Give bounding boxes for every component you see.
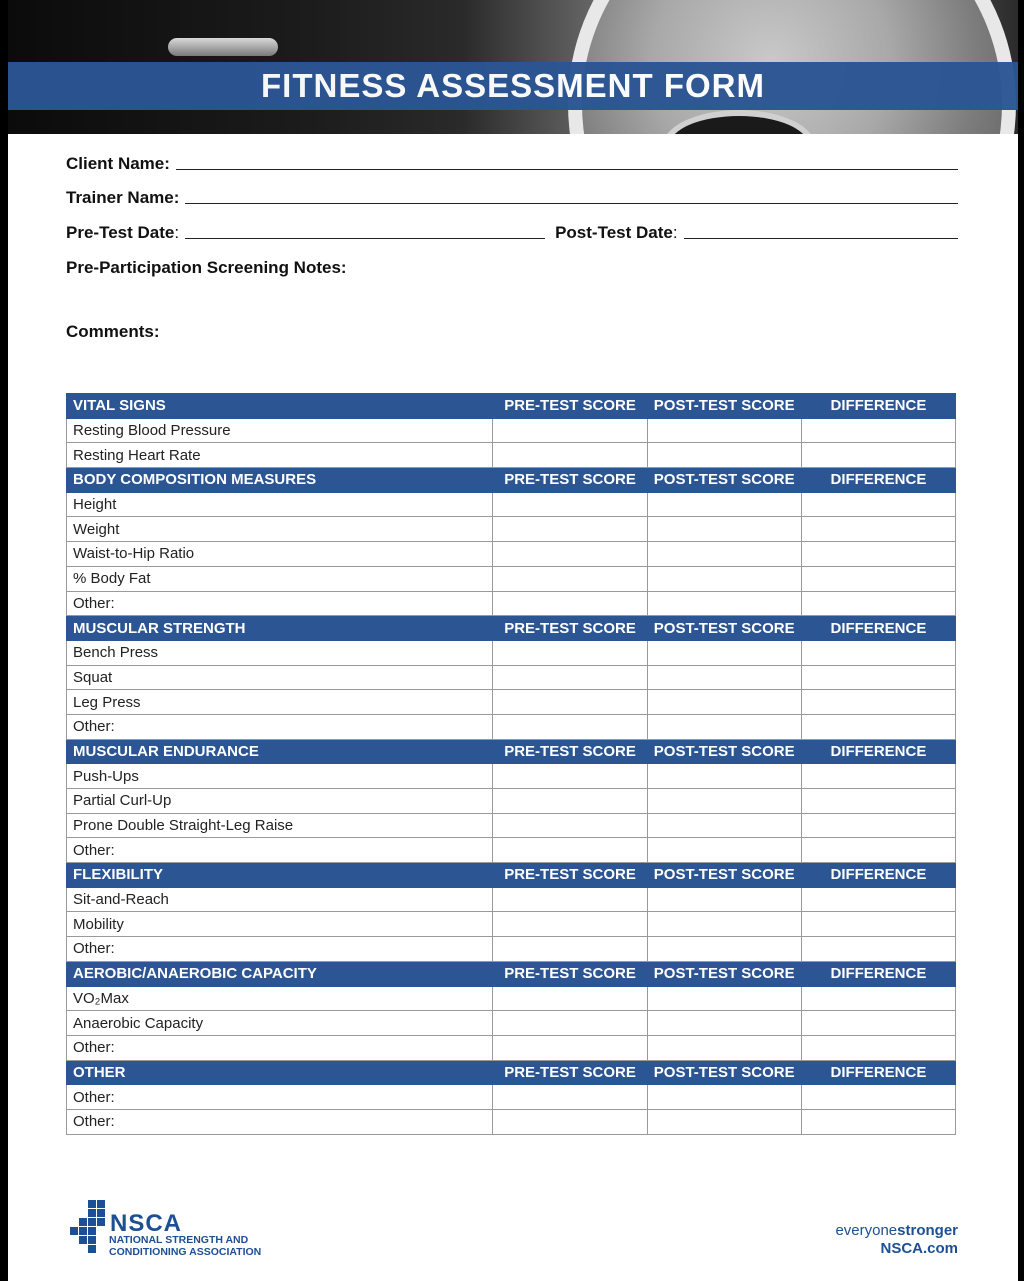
pre-test-score-cell[interactable] [493, 813, 647, 838]
difference-cell[interactable] [801, 789, 955, 814]
difference-header: DIFFERENCE [801, 863, 955, 888]
pre-test-score-cell[interactable] [493, 690, 647, 715]
section-title: FLEXIBILITY [67, 863, 493, 888]
row-label: Squat [67, 665, 493, 690]
post-test-score-cell[interactable] [647, 1035, 801, 1060]
row-label: Anaerobic Capacity [67, 1011, 493, 1036]
header-banner [8, 0, 1018, 134]
table-row [67, 591, 956, 616]
pre-test-score-cell[interactable] [493, 1011, 647, 1036]
tagline-bold: stronger [897, 1222, 958, 1239]
post-test-score-cell[interactable] [647, 443, 801, 468]
difference-cell[interactable] [801, 690, 955, 715]
post-test-score-cell[interactable] [647, 1085, 801, 1110]
row-label: Other: [67, 714, 493, 739]
difference-cell[interactable] [801, 492, 955, 517]
post-test-score-cell[interactable] [647, 591, 801, 616]
row-label: VO₂Max [67, 986, 493, 1011]
website-text: NSCA.com [880, 1240, 958, 1257]
comments-label: Comments: [66, 322, 160, 341]
barbell-image [168, 38, 278, 56]
test-dates-row [66, 219, 958, 243]
pre-test-score-cell[interactable] [493, 492, 647, 517]
pre-test-date-label: Pre-Test Date [66, 223, 175, 242]
comments-row [66, 318, 958, 342]
row-label: Other: [67, 591, 493, 616]
website-link[interactable] [835, 1240, 958, 1258]
difference-cell[interactable] [801, 591, 955, 616]
pre-test-score-cell[interactable] [493, 443, 647, 468]
row-label: Prone Double Straight-Leg Raise [67, 813, 493, 838]
pre-test-score-cell[interactable] [493, 517, 647, 542]
page-title: FITNESS ASSESSMENT FORM [261, 67, 765, 104]
title-band [8, 62, 1018, 110]
row-label: Height [67, 492, 493, 517]
post-test-score-header: POST-TEST SCORE [647, 468, 801, 493]
pre-test-score-header: PRE-TEST SCORE [493, 1060, 647, 1085]
pre-test-score-cell[interactable] [493, 640, 647, 665]
section-header-row [67, 1060, 956, 1085]
table-row [67, 690, 956, 715]
difference-cell[interactable] [801, 937, 955, 962]
table-row [67, 1035, 956, 1060]
trainer-name-label: Trainer Name: [66, 188, 180, 207]
row-label: Mobility [67, 912, 493, 937]
nsca-logo-mark-icon [66, 1198, 110, 1254]
screening-notes-row [66, 254, 958, 278]
post-test-score-cell[interactable] [647, 1011, 801, 1036]
table-row [67, 1011, 956, 1036]
table-row [67, 986, 956, 1011]
post-test-score-cell[interactable] [647, 838, 801, 863]
table-row [67, 640, 956, 665]
nsca-logo [66, 1198, 286, 1258]
section-title: AEROBIC/ANAEROBIC CAPACITY [67, 961, 493, 986]
post-test-score-cell[interactable] [647, 789, 801, 814]
post-test-score-cell[interactable] [647, 986, 801, 1011]
row-label: Resting Heart Rate [67, 443, 493, 468]
pre-test-score-cell[interactable] [493, 1109, 647, 1134]
difference-header: DIFFERENCE [801, 394, 955, 419]
section-title: MUSCULAR STRENGTH [67, 616, 493, 641]
pre-test-score-cell[interactable] [493, 764, 647, 789]
post-test-score-cell[interactable] [647, 492, 801, 517]
table-row [67, 764, 956, 789]
table-row [67, 566, 956, 591]
post-test-score-cell[interactable] [647, 418, 801, 443]
pre-test-score-cell[interactable] [493, 986, 647, 1011]
row-label: % Body Fat [67, 566, 493, 591]
section-title: VITAL SIGNS [67, 394, 493, 419]
pre-test-score-cell[interactable] [493, 591, 647, 616]
table-row [67, 912, 956, 937]
row-label: Other: [67, 1109, 493, 1134]
difference-cell[interactable] [801, 418, 955, 443]
table-row [67, 665, 956, 690]
post-test-date-colon: : [672, 223, 678, 242]
section-title: BODY COMPOSITION MEASURES [67, 468, 493, 493]
section-header-row [67, 961, 956, 986]
table-row [67, 838, 956, 863]
post-test-score-header: POST-TEST SCORE [647, 616, 801, 641]
difference-cell[interactable] [801, 443, 955, 468]
row-label: Sit-and-Reach [67, 887, 493, 912]
section-title: MUSCULAR ENDURANCE [67, 739, 493, 764]
difference-cell[interactable] [801, 986, 955, 1011]
section-header-row [67, 616, 956, 641]
logo-subtitle-line-1: NATIONAL STRENGTH AND [109, 1234, 249, 1246]
section-header-row [67, 468, 956, 493]
table-row [67, 789, 956, 814]
post-test-score-cell[interactable] [647, 640, 801, 665]
row-label: Resting Blood Pressure [67, 418, 493, 443]
row-label: Partial Curl-Up [67, 789, 493, 814]
difference-cell[interactable] [801, 1109, 955, 1134]
pre-test-score-cell[interactable] [493, 887, 647, 912]
section-header-row [67, 739, 956, 764]
client-name-field[interactable] [176, 169, 958, 170]
pre-test-score-cell[interactable] [493, 542, 647, 567]
pre-test-score-header: PRE-TEST SCORE [493, 394, 647, 419]
pre-test-score-cell[interactable] [493, 418, 647, 443]
post-test-score-cell[interactable] [647, 690, 801, 715]
difference-header: DIFFERENCE [801, 739, 955, 764]
pre-test-score-cell[interactable] [493, 1085, 647, 1110]
pre-test-score-cell[interactable] [493, 789, 647, 814]
section-title: OTHER [67, 1060, 493, 1085]
table-row [67, 1109, 956, 1134]
pre-test-date-field[interactable] [185, 238, 545, 239]
difference-cell[interactable] [801, 517, 955, 542]
pre-test-score-header: PRE-TEST SCORE [493, 468, 647, 493]
table-row [67, 1085, 956, 1110]
pre-test-score-cell[interactable] [493, 937, 647, 962]
table-row [67, 937, 956, 962]
tagline [835, 1222, 958, 1240]
post-test-date-field[interactable] [684, 238, 958, 239]
pre-test-score-header: PRE-TEST SCORE [493, 961, 647, 986]
table-row [67, 492, 956, 517]
pre-test-score-cell[interactable] [493, 714, 647, 739]
difference-cell[interactable] [801, 640, 955, 665]
difference-cell[interactable] [801, 1085, 955, 1110]
difference-header: DIFFERENCE [801, 616, 955, 641]
tagline-plain: everyone [835, 1222, 898, 1239]
table-row [67, 813, 956, 838]
table-row [67, 517, 956, 542]
difference-cell[interactable] [801, 838, 955, 863]
pre-test-score-header: PRE-TEST SCORE [493, 739, 647, 764]
table-row [67, 443, 956, 468]
difference-cell[interactable] [801, 764, 955, 789]
post-test-score-cell[interactable] [647, 937, 801, 962]
pre-test-score-cell[interactable] [493, 838, 647, 863]
row-label: Weight [67, 517, 493, 542]
section-header-row [67, 863, 956, 888]
assessment-table [66, 393, 956, 1135]
row-label: Waist-to-Hip Ratio [67, 542, 493, 567]
section-header-row [67, 394, 956, 419]
table-row [67, 418, 956, 443]
difference-cell[interactable] [801, 912, 955, 937]
post-test-score-cell[interactable] [647, 887, 801, 912]
row-label: Leg Press [67, 690, 493, 715]
post-test-score-cell[interactable] [647, 813, 801, 838]
difference-cell[interactable] [801, 887, 955, 912]
post-test-score-header: POST-TEST SCORE [647, 863, 801, 888]
difference-cell[interactable] [801, 1011, 955, 1036]
row-label: Push-Ups [67, 764, 493, 789]
form-page [8, 0, 1018, 1281]
logo-subtitle-line-2: CONDITIONING ASSOCIATION [109, 1246, 262, 1258]
trainer-name-field[interactable] [185, 203, 958, 204]
pre-test-date-colon: : [174, 223, 180, 242]
pre-test-score-cell[interactable] [493, 566, 647, 591]
post-test-score-header: POST-TEST SCORE [647, 739, 801, 764]
difference-cell[interactable] [801, 1035, 955, 1060]
post-test-score-cell[interactable] [647, 912, 801, 937]
post-test-score-cell[interactable] [647, 1109, 801, 1134]
pre-test-score-cell[interactable] [493, 665, 647, 690]
difference-header: DIFFERENCE [801, 961, 955, 986]
pre-test-score-header: PRE-TEST SCORE [493, 863, 647, 888]
row-label: Other: [67, 937, 493, 962]
row-label: Bench Press [67, 640, 493, 665]
row-label: Other: [67, 838, 493, 863]
logo-wordmark: NSCA [110, 1210, 183, 1237]
trainer-name-row [66, 184, 958, 208]
logo-subtitle [109, 1234, 261, 1258]
client-name-row [66, 150, 958, 174]
pre-test-score-header: PRE-TEST SCORE [493, 616, 647, 641]
post-test-score-cell[interactable] [647, 517, 801, 542]
difference-cell[interactable] [801, 714, 955, 739]
difference-cell[interactable] [801, 542, 955, 567]
post-test-score-cell[interactable] [647, 665, 801, 690]
difference-header: DIFFERENCE [801, 468, 955, 493]
difference-cell[interactable] [801, 813, 955, 838]
table-row [67, 887, 956, 912]
post-test-score-header: POST-TEST SCORE [647, 394, 801, 419]
post-test-score-cell[interactable] [647, 714, 801, 739]
row-label: Other: [67, 1085, 493, 1110]
post-test-score-cell[interactable] [647, 566, 801, 591]
difference-cell[interactable] [801, 665, 955, 690]
row-label: Other: [67, 1035, 493, 1060]
table-row [67, 714, 956, 739]
footer-tagline [835, 1222, 958, 1258]
post-test-date-label: Post-Test Date [555, 223, 673, 242]
post-test-score-header: POST-TEST SCORE [647, 961, 801, 986]
post-test-score-header: POST-TEST SCORE [647, 1060, 801, 1085]
pre-test-score-cell[interactable] [493, 912, 647, 937]
pre-test-score-cell[interactable] [493, 1035, 647, 1060]
difference-cell[interactable] [801, 566, 955, 591]
screening-notes-label: Pre-Participation Screening Notes: [66, 258, 347, 277]
post-test-score-cell[interactable] [647, 764, 801, 789]
table-row [67, 542, 956, 567]
post-test-score-cell[interactable] [647, 542, 801, 567]
client-name-label: Client Name: [66, 154, 170, 173]
difference-header: DIFFERENCE [801, 1060, 955, 1085]
